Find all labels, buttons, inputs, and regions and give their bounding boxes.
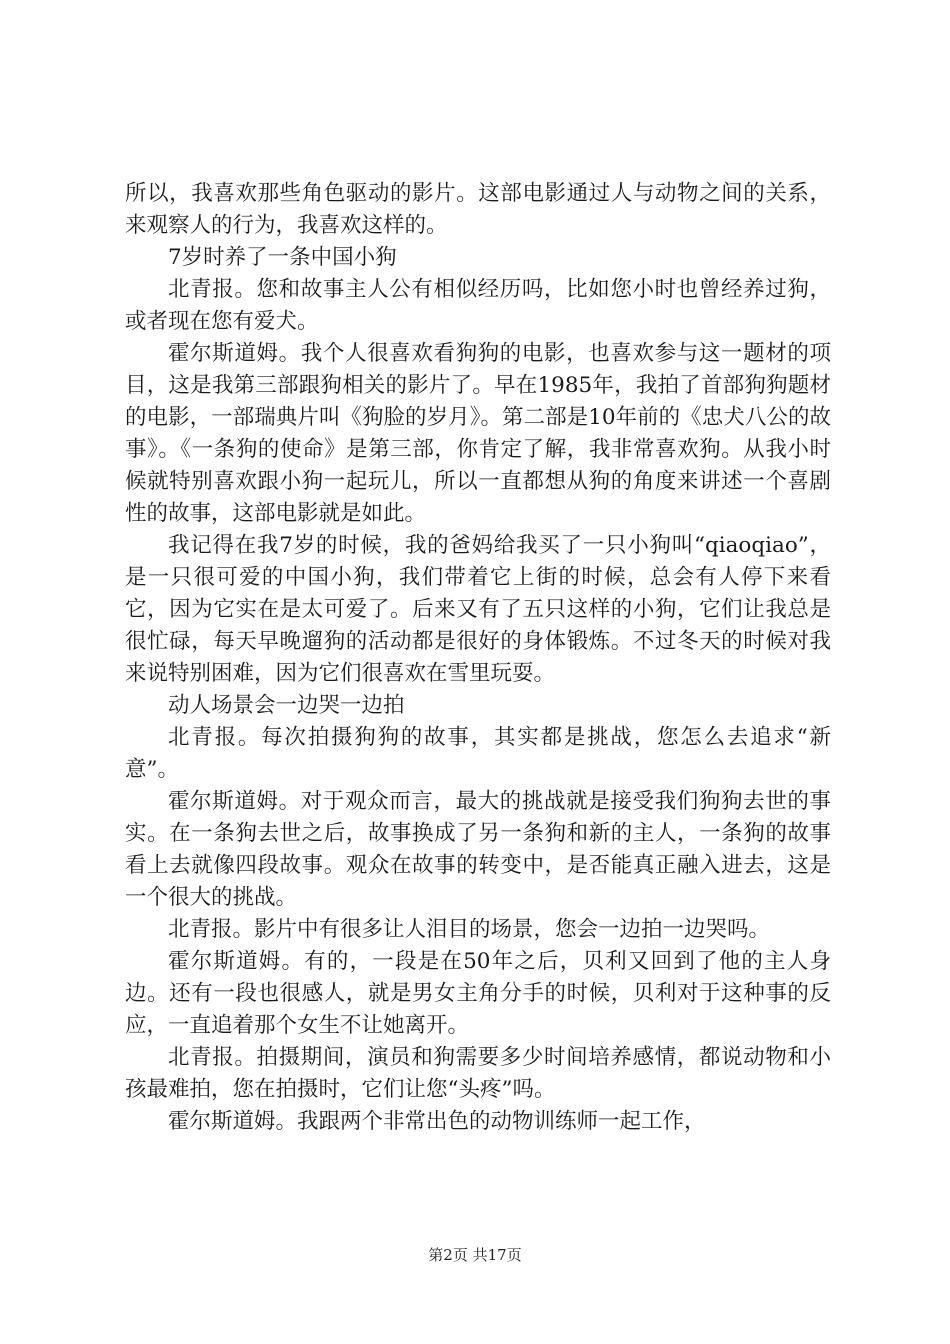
- paragraph: 我记得在我7岁的时候，我的爸妈给我买了一只小狗叫“qiaoqiao”，是一只很可爱的中国小狗，我们带着它上街的时候，总会有人停下来看它，因为它实在是太可爱了。后来又有了五只这样的小狗，它们让我总是很忙碌，每天早晚遛狗的活动都是很好的身体锻炼。不过冬天的时候对我来说特别困难，因为它们很喜欢在雪里玩耍。: [125, 533, 831, 686]
- section-heading: 7岁时养了一条中国小狗: [168, 245, 397, 270]
- paragraph: 霍尔斯道姆。我跟两个非常出色的动物训练师一起工作，: [168, 1109, 706, 1134]
- paragraph: 霍尔斯道姆。对于观众而言，最大的挑战就是接受我们狗狗去世的事实。在一条狗去世之后，故事换成了另一条狗和新的主人，一条狗的故事看上去就像四段故事。观众在故事的转变中，是否能真正融入进去，这是一个很大的挑战。: [125, 789, 831, 910]
- paragraph: 北青报。您和故事主人公有相似经历吗，比如您小时也曾经养过狗，或者现在您有爱犬。: [125, 277, 831, 334]
- document-body: [125, 178, 831, 1138]
- section-heading: 动人场景会一边哭一边拍: [168, 693, 405, 718]
- paragraph: 北青报。影片中有很多让人泪目的场景，您会一边拍一边哭吗。: [168, 917, 771, 942]
- page-number-footer: 第2页 共17页: [428, 1246, 522, 1264]
- paragraph: 北青报。拍摄期间，演员和狗需要多少时间培养感情，都说动物和小孩最难拍，您在拍摄时，它们让您“头疼”吗。: [125, 1045, 831, 1102]
- paragraph: 北青报。每次拍摄狗狗的故事，其实都是挑战，您怎么去追求“新意”。: [125, 725, 831, 782]
- paragraph: 所以，我喜欢那些角色驱动的影片。这部电影通过人与动物之间的关系，来观察人的行为，我喜欢这样的。: [125, 181, 831, 238]
- paragraph: 霍尔斯道姆。我个人很喜欢看狗狗的电影，也喜欢参与这一题材的项目，这是我第三部跟狗相关的影片了。早在1985年，我拍了首部狗狗题材的电影，一部瑞典片叫《狗脸的岁月》。第二部是10年前的《忠犬八公的故事》。《一条狗的使命》是第三部，你肯定了解，我非常喜欢狗。从我小时候就特别喜欢跟小狗一起玩儿，所以一直都想从狗的角度来讲述一个喜剧性的故事，这部电影就是如此。: [125, 341, 831, 526]
- paragraph: 霍尔斯道姆。有的，一段是在50年之后，贝利又回到了他的主人身边。还有一段也很感人，就是男女主角分手的时候，贝利对于这种事的反应，一直追着那个女生不让她离开。: [125, 949, 831, 1038]
